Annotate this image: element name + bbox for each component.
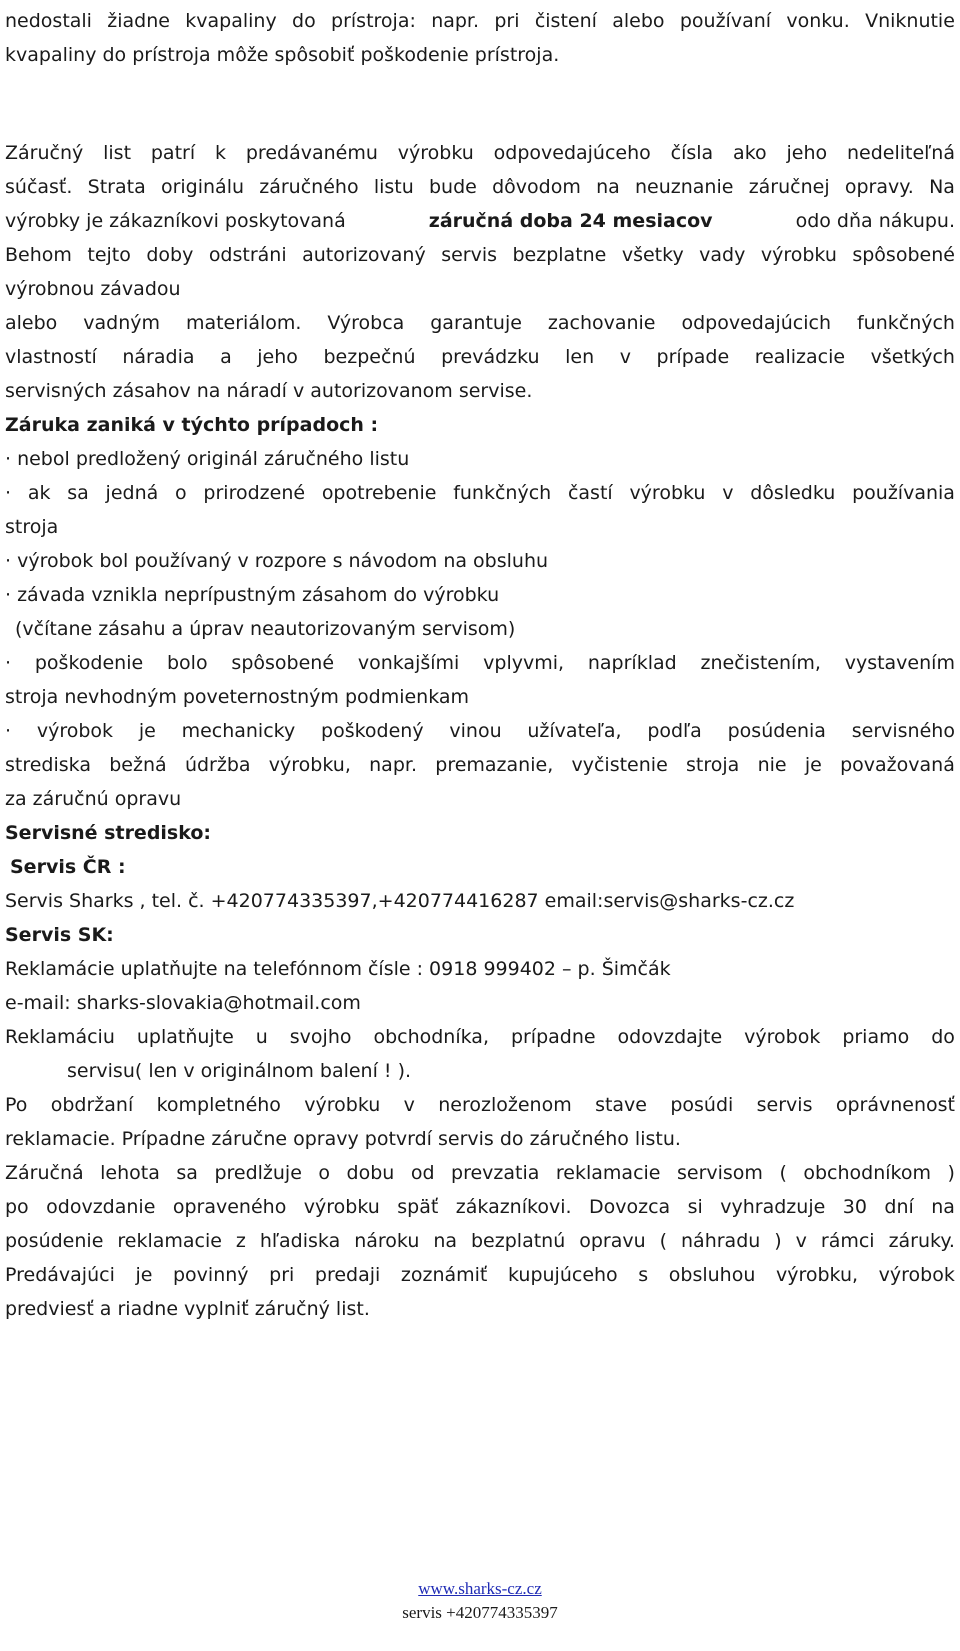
word: vonkajšími: [357, 652, 460, 674]
word: posúdenia: [727, 720, 826, 742]
word: sa: [176, 1162, 198, 1184]
void-item-4-line-2: (včítane zásahu a úprav neautorizovaným servisom): [15, 618, 516, 640]
word: vinou: [449, 720, 502, 742]
word: s: [638, 1264, 649, 1286]
word: nároku: [354, 1230, 420, 1252]
word: dní: [884, 1196, 914, 1218]
word: Na: [929, 176, 955, 198]
word: žiadne: [107, 10, 170, 32]
word: je: [138, 720, 156, 742]
word: vlastností: [5, 346, 97, 368]
word: alebo: [612, 10, 665, 32]
word: znečistením,: [700, 652, 821, 674]
claims-section: [5, 1020, 955, 1326]
word: kupujúceho: [507, 1264, 618, 1286]
warranty-paragraph: [5, 136, 955, 408]
word: používania: [852, 482, 955, 504]
word: servisom: [676, 1162, 763, 1184]
word: záručnej: [748, 176, 830, 198]
word: Behom: [5, 244, 72, 266]
word: prirodzené: [203, 482, 306, 504]
word: po: [5, 1196, 29, 1218]
claims-line-1: [5, 1020, 955, 1054]
word: tejto: [87, 244, 131, 266]
word: Záručný: [5, 142, 84, 164]
paragraph-gap: [5, 72, 955, 136]
word: ak: [27, 482, 51, 504]
word: prevádzku: [441, 346, 540, 368]
word: Záručná: [5, 1162, 84, 1184]
word: listu: [373, 176, 414, 198]
claims-line-2: servisu( len v originálnom balení ! ).: [67, 1060, 412, 1082]
word: Predávajúci: [5, 1264, 115, 1286]
word: opravy.: [844, 176, 914, 198]
word: svojho: [289, 1026, 352, 1048]
word: bude: [429, 176, 477, 198]
word: k: [214, 142, 226, 164]
word: Výrobca: [327, 312, 405, 334]
word: bezplatnú: [471, 1230, 566, 1252]
word: častí: [567, 482, 613, 504]
word: v: [403, 1094, 415, 1116]
word: poškodenie: [34, 652, 144, 674]
claims-line-3: [5, 1088, 955, 1122]
word: si: [687, 1196, 703, 1218]
service-cr-heading: Servis ČR :: [10, 856, 126, 878]
word: povinný: [173, 1264, 249, 1286]
word: (: [659, 1230, 668, 1252]
service-section: [5, 816, 955, 1020]
void-item-1: · nebol predložený originál záručného listu: [5, 448, 410, 470]
word: v: [795, 1230, 807, 1252]
word: zákazníkovi.: [455, 1196, 572, 1218]
word: jeho: [257, 346, 298, 368]
word: záručného: [259, 176, 359, 198]
word: od: [410, 1162, 435, 1184]
word: doby: [146, 244, 194, 266]
word: pri: [269, 1264, 295, 1286]
word: považovaná: [840, 754, 955, 776]
word: 30: [842, 1196, 867, 1218]
word: vonku.: [786, 10, 850, 32]
word: originálu: [160, 176, 245, 198]
word: nedostali: [5, 10, 92, 32]
word: dobu: [346, 1162, 395, 1184]
word: výrobok: [744, 1026, 821, 1048]
word: odovzdajte: [617, 1026, 723, 1048]
word: nie: [757, 754, 787, 776]
word: ): [947, 1162, 955, 1184]
word: garantuje: [430, 312, 522, 334]
word: údržba: [184, 754, 251, 776]
void-item-6-line-3: za záručnú opravu: [5, 788, 182, 810]
word: strediska: [5, 754, 91, 776]
word: zachovanie: [547, 312, 656, 334]
word: funkčných: [856, 312, 955, 334]
word: odpovedajúcich: [681, 312, 832, 334]
warranty-period: záručná doba 24 mesiacov: [428, 210, 713, 232]
word: užívateľa,: [527, 720, 622, 742]
word: napríklad: [587, 652, 677, 674]
word: súčasť.: [5, 176, 73, 198]
void-item-3: · výrobok bol používaný v rozpore s návodom na obsluhu: [5, 550, 549, 572]
void-item-5-line-2: stroja nevhodným poveternostným podmienkam: [5, 686, 470, 708]
claims-line-6: [5, 1190, 955, 1224]
word: odpovedajúceho: [493, 142, 651, 164]
warranty-line-7: [5, 340, 955, 374]
word: náradia: [122, 346, 195, 368]
word: záruky.: [888, 1230, 955, 1252]
void-item-6-line-1: [5, 714, 955, 748]
warranty-line-6: [5, 306, 955, 340]
intro-line-2: kvapaliny do prístroja môže spôsobiť poškodenie prístroja.: [5, 44, 560, 66]
warranty-line-2: [5, 170, 955, 204]
word: výrobku: [629, 482, 706, 504]
word: o: [318, 1162, 331, 1184]
word: posúdenie: [5, 1230, 104, 1252]
word: premazanie,: [435, 754, 554, 776]
word: spôsobené: [231, 652, 335, 674]
word: bežná: [109, 754, 167, 776]
void-item-2-line-1: [5, 476, 955, 510]
word: výrobku: [304, 1094, 381, 1116]
word: vyčistenie: [571, 754, 668, 776]
service-cr-contact: Servis Sharks , tel. č. +420774335397,+420774416287 email:servis@sharks-cz.cz: [5, 890, 795, 912]
word: o: [175, 482, 187, 504]
word: obchodníka,: [373, 1026, 489, 1048]
service-sk-email: e-mail: sharks-slovakia@hotmail.com: [5, 992, 361, 1014]
footer-service-phone: servis +420774335397: [402, 1603, 558, 1622]
word: materiálom.: [185, 312, 302, 334]
word: neuznanie: [635, 176, 734, 198]
word: stave: [595, 1094, 647, 1116]
warranty-line-4: [5, 238, 955, 272]
word: realizacie: [754, 346, 846, 368]
word: Po: [5, 1094, 28, 1116]
warranty-void-heading: Záruka zaniká v týchto prípadoch :: [5, 414, 379, 436]
word: stroja: [686, 754, 740, 776]
warranty-line-5: výrobnou závadou: [5, 278, 181, 300]
warranty-line-3: [5, 204, 955, 238]
word: predlžuje: [214, 1162, 302, 1184]
word: v: [619, 346, 631, 368]
word: ·: [5, 482, 12, 504]
word: späť: [397, 1196, 439, 1218]
word: kvapaliny: [185, 10, 277, 32]
word: hľadiska: [259, 1230, 341, 1252]
word: spôsobené: [852, 244, 955, 266]
footer-website-link[interactable]: www.sharks-cz.cz: [418, 1579, 542, 1598]
word: zoznámiť: [400, 1264, 488, 1286]
word: Dovozca: [588, 1196, 671, 1218]
word: obchodníkom: [803, 1162, 932, 1184]
word: uplatňujte: [136, 1026, 234, 1048]
word: ·: [5, 652, 12, 674]
word: čistení: [534, 10, 597, 32]
word: v: [722, 482, 734, 504]
word: výrobku: [397, 142, 474, 164]
word: oprávnenosť: [835, 1094, 955, 1116]
word: vadným: [83, 312, 160, 334]
intro-line-1: [5, 4, 955, 38]
warranty-line-1: [5, 136, 955, 170]
word: výrobku,: [775, 1264, 859, 1286]
word: vady: [699, 244, 746, 266]
word: ako: [733, 142, 767, 164]
void-item-4-line-1: · závada vznikla neprípustným zásahom do výrobku: [5, 584, 500, 606]
warranty-line-3-end: odo dňa nákupu.: [795, 210, 955, 232]
word: bolo: [167, 652, 208, 674]
word: napr.: [431, 10, 480, 32]
word: je: [804, 754, 822, 776]
void-item-6-line-2: [5, 748, 955, 782]
word: reklamacie: [555, 1162, 661, 1184]
word: pri: [494, 10, 520, 32]
word: všetkých: [870, 346, 955, 368]
word: vyhradzuje: [720, 1196, 826, 1218]
word: čísla: [670, 142, 714, 164]
word: bezpečnú: [323, 346, 416, 368]
claims-line-7: [5, 1224, 955, 1258]
word: dôvodom: [492, 176, 581, 198]
document-page: [5, 4, 955, 1326]
word: u: [255, 1026, 268, 1048]
word: vplyvmi,: [483, 652, 565, 674]
word: priamo: [842, 1026, 910, 1048]
word: výrobok: [878, 1264, 955, 1286]
claims-line-8: [5, 1258, 955, 1292]
word: Strata: [87, 176, 146, 198]
service-sk-heading: Servis SK:: [5, 924, 114, 946]
word: Vniknutie: [865, 10, 955, 32]
word: ): [774, 1230, 782, 1252]
word: odstráni: [208, 244, 287, 266]
word: výrobku: [760, 244, 837, 266]
word: mechanicky: [181, 720, 296, 742]
word: servis: [756, 1094, 813, 1116]
word: prípadne: [510, 1026, 596, 1048]
word: na: [433, 1230, 458, 1252]
word: servis: [441, 244, 498, 266]
word: servisného: [851, 720, 955, 742]
word: autorizovaný: [302, 244, 426, 266]
word: používaní: [679, 10, 772, 32]
claims-line-5: [5, 1156, 955, 1190]
word: prístroja:: [331, 10, 416, 32]
word: predávanému: [245, 142, 378, 164]
claims-line-9: predviesť a riadne vyplniť záručný list.: [5, 1298, 370, 1320]
warranty-line-8: servisných zásahov na náradí v autorizovanom servise.: [5, 380, 533, 402]
service-sk-phone: Reklamácie uplatňujte na telefónnom čísle : 0918 999402 – p. Šimčák: [5, 958, 671, 980]
word: poškodený: [321, 720, 424, 742]
word: opravu: [579, 1230, 646, 1252]
word: opraveného: [172, 1196, 287, 1218]
word: alebo: [5, 312, 58, 334]
word: rámci: [820, 1230, 875, 1252]
void-item-5-line-1: [5, 646, 955, 680]
word: všetky: [621, 244, 684, 266]
word: len: [565, 346, 595, 368]
word: nedeliteľná: [847, 142, 955, 164]
word: lehota: [100, 1162, 160, 1184]
word: na: [931, 1196, 955, 1218]
word: opotrebenie: [321, 482, 437, 504]
word: jedná: [105, 482, 159, 504]
warranty-line-3-start: výrobky je zákazníkovi poskytovaná: [5, 210, 346, 232]
word: napr.: [369, 754, 417, 776]
word: na: [596, 176, 620, 198]
word: a: [220, 346, 232, 368]
word: je: [135, 1264, 153, 1286]
word: obdržaní: [50, 1094, 134, 1116]
word: sa: [67, 482, 89, 504]
word: do: [292, 10, 316, 32]
void-item-2-line-2: stroja: [5, 516, 59, 538]
word: náhradu: [681, 1230, 761, 1252]
word: z: [235, 1230, 246, 1252]
word: Reklamáciu: [5, 1026, 115, 1048]
word: funkčných: [453, 482, 552, 504]
word: dôsledku: [750, 482, 836, 504]
word: jeho: [786, 142, 828, 164]
word: patrí: [150, 142, 196, 164]
word: ·: [5, 720, 12, 742]
word: kompletného: [156, 1094, 281, 1116]
word: obsluhou: [668, 1264, 756, 1286]
word: výrobok: [36, 720, 114, 742]
word: predaji: [314, 1264, 381, 1286]
word: bezplatne: [512, 244, 607, 266]
word: vystavením: [844, 652, 955, 674]
claims-line-4: reklamacie. Prípadne záručne opravy potvrdí servis do záručného listu.: [5, 1128, 681, 1150]
word: (: [779, 1162, 787, 1184]
warranty-void-section: [5, 408, 955, 816]
word: do: [931, 1026, 955, 1048]
word: výrobku: [303, 1196, 380, 1218]
word: odovzdanie: [46, 1196, 156, 1218]
word: posúdi: [670, 1094, 734, 1116]
word: výrobku,: [268, 754, 351, 776]
word: list: [103, 142, 132, 164]
word: nerozloženom: [438, 1094, 572, 1116]
service-heading: Servisné stredisko:: [5, 822, 212, 844]
word: podľa: [647, 720, 702, 742]
word: reklamacie: [117, 1230, 222, 1252]
word: prípade: [656, 346, 730, 368]
word: prevzatia: [451, 1162, 540, 1184]
